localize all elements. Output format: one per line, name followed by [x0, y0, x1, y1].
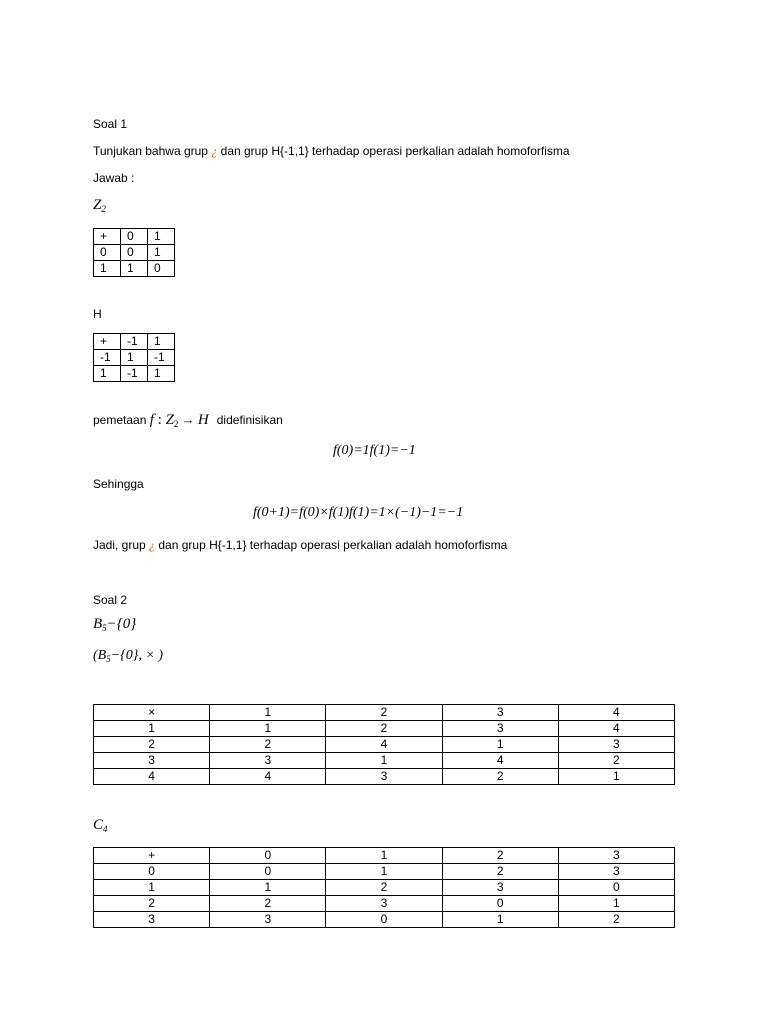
formula-1: f(0)=1f(1)=−1	[333, 443, 416, 458]
table-cell: 4	[442, 753, 558, 769]
z2-sub: 2	[101, 204, 106, 214]
mapping-colon: :	[153, 412, 166, 428]
table-cell: 3	[558, 737, 674, 753]
table-row	[94, 880, 675, 896]
z2-base: Z	[93, 197, 102, 213]
c4-label	[93, 817, 108, 834]
b5-group-sub: 5	[106, 654, 111, 664]
soal2-heading: Soal 2	[93, 593, 128, 607]
question-suffix: dan grup H{-1,1} terhadap operasi perkalian adalah homoforfisma	[217, 144, 570, 158]
table-cell: 1	[326, 848, 442, 864]
soal1-heading: Soal 1	[93, 117, 128, 131]
table-row	[94, 864, 675, 880]
z2-label	[93, 197, 106, 214]
mapping-h: H	[197, 412, 209, 428]
table-row	[94, 245, 175, 261]
table-cell: 4	[558, 721, 674, 737]
table-cell: 1	[558, 769, 674, 785]
mapping-sub: 2	[173, 419, 179, 429]
conclusion-suffix: dan grup H{-1,1} terhadap operasi perkalian adalah homoforfisma	[155, 538, 508, 552]
table-cell: 3	[326, 769, 442, 785]
table-cell: 3	[94, 753, 210, 769]
table-cell: 2	[210, 737, 326, 753]
z2-table	[93, 228, 175, 277]
table-cell: 1	[148, 245, 175, 261]
table-cell: 0	[121, 229, 148, 245]
question-prefix: Tunjukan bahwa grup	[93, 144, 212, 158]
formula-2: f(0+1)=f(0)×f(1)f(1)=1×(−1)−1=−1	[253, 505, 464, 520]
conclusion-symbol: ¿	[149, 538, 156, 552]
table-cell: 4	[558, 705, 674, 721]
table-cell: 1	[94, 880, 210, 896]
table-cell: 1	[442, 912, 558, 928]
table-cell: +	[94, 229, 121, 245]
b5-group-rest: −{0}, × )	[110, 648, 163, 663]
mult-table	[93, 704, 675, 785]
table-cell: 2	[210, 896, 326, 912]
table-row	[94, 350, 175, 366]
table-cell: 4	[326, 737, 442, 753]
table-cell: 2	[326, 705, 442, 721]
table-cell: 2	[558, 753, 674, 769]
table-cell: 2	[442, 864, 558, 880]
table-cell: 2	[442, 769, 558, 785]
table-cell: 2	[94, 737, 210, 753]
table-cell: 3	[558, 848, 674, 864]
table-cell: 0	[558, 880, 674, 896]
table-cell: 3	[210, 753, 326, 769]
soal1-question	[93, 144, 570, 159]
table-cell: 0	[121, 245, 148, 261]
table-cell: 1	[210, 880, 326, 896]
table-cell: 3	[442, 721, 558, 737]
table-cell: 3	[210, 912, 326, 928]
table-cell: 1	[442, 737, 558, 753]
table-row	[94, 753, 675, 769]
table-cell: 1	[94, 366, 121, 382]
pemetaan-text: pemetaan	[93, 413, 150, 427]
table-cell: 3	[558, 864, 674, 880]
table-cell: 1	[94, 721, 210, 737]
table-cell: 1	[210, 705, 326, 721]
b5-rest: −{0}	[106, 616, 137, 632]
pemetaan-line	[93, 412, 283, 429]
jawab-label: Jawab :	[93, 171, 135, 185]
table-cell: 1	[148, 366, 175, 382]
table-cell: 1	[148, 334, 175, 350]
table-cell: 0	[442, 896, 558, 912]
b5-sub: 5	[102, 623, 107, 633]
table-row	[94, 334, 175, 350]
table-cell: 3	[94, 912, 210, 928]
table-cell: 2	[558, 912, 674, 928]
h-table	[93, 333, 175, 382]
table-row	[94, 229, 175, 245]
b5-group-base: B	[97, 648, 107, 663]
table-cell: 1	[121, 261, 148, 277]
table-row	[94, 737, 675, 753]
table-cell: 4	[94, 769, 210, 785]
table-cell: 2	[94, 896, 210, 912]
table-cell: +	[94, 848, 210, 864]
table-cell: -1	[121, 366, 148, 382]
sehingga-label: Sehingga	[93, 477, 144, 491]
table-row	[94, 848, 675, 864]
table-cell: 2	[326, 880, 442, 896]
table-cell: 3	[442, 705, 558, 721]
table-cell: 0	[94, 864, 210, 880]
table-row	[94, 896, 675, 912]
c4-sub: 4	[103, 824, 108, 834]
table-cell: 0	[210, 864, 326, 880]
table-cell: +	[94, 334, 121, 350]
table-cell: 1	[558, 896, 674, 912]
b5-set-line	[93, 616, 136, 633]
table-row	[94, 261, 175, 277]
table-cell: -1	[94, 350, 121, 366]
table-cell: 1	[326, 864, 442, 880]
table-cell: 1	[148, 229, 175, 245]
add-table	[93, 847, 675, 928]
table-row	[94, 705, 675, 721]
table-cell: 0	[148, 261, 175, 277]
table-cell: 4	[210, 769, 326, 785]
table-cell: 3	[326, 896, 442, 912]
table-cell: 0	[326, 912, 442, 928]
table-row	[94, 366, 175, 382]
table-cell: 1	[121, 350, 148, 366]
table-cell: 2	[442, 848, 558, 864]
conclusion	[93, 538, 507, 553]
table-cell: 1	[94, 261, 121, 277]
table-cell: -1	[121, 334, 148, 350]
didefinisikan-text: didefinisikan	[216, 413, 283, 427]
table-cell: 3	[442, 880, 558, 896]
b5-open: (	[93, 648, 98, 663]
mapping-z: Z	[165, 412, 174, 428]
b5-base: B	[93, 616, 103, 632]
h-label: H	[93, 307, 102, 321]
conclusion-prefix: Jadi, grup	[93, 538, 150, 552]
table-cell: 1	[326, 753, 442, 769]
mapping-arrow: →	[178, 412, 198, 427]
table-cell: 2	[326, 721, 442, 737]
table-row	[94, 769, 675, 785]
table-cell: 0	[94, 245, 121, 261]
c4-base: C	[93, 817, 104, 833]
table-cell: ×	[94, 705, 210, 721]
question-symbol: ¿	[211, 144, 218, 158]
table-cell: 0	[210, 848, 326, 864]
table-row	[94, 721, 675, 737]
table-cell: -1	[148, 350, 175, 366]
table-cell: 1	[210, 721, 326, 737]
mapping-f: f	[149, 412, 154, 428]
b5-group-line	[93, 648, 163, 664]
table-row	[94, 912, 675, 928]
